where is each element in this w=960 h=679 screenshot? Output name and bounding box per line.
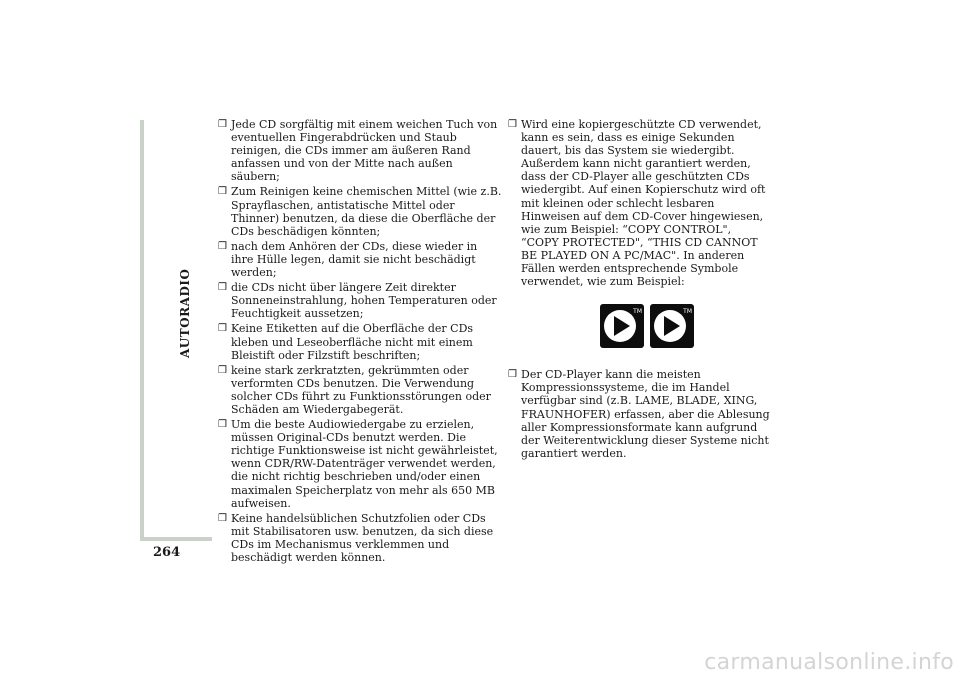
copy-control-symbol-icon [650,304,694,348]
copy-protection-symbols [600,304,770,348]
list-item [218,240,503,279]
left-column [218,118,503,566]
list-item-text: Wird eine kopiergeschützte CD verwendet, kann es sein, dass es einige Sekunden dauert, bis das System sie wiedergibt. Außerdem kann nicht garantiert werden, dass der CD-Player alle geschützten CDs wiedergibt. Auf einen Kopierschutz wird oft mit kleinen oder schlecht lesbaren Hinweisen auf dem CD-Cover hingewiesen, wie zum Beispiel: “COPY CONTROL", “COPY PROTECTED", “THIS CD CANNOT BE PLAYED ON A PC/MAC". In anderen Fällen werden entsprechende Symbole verwendet, wie zum Beispiel: [521,118,766,289]
list-item [218,322,503,361]
list-item [218,185,503,237]
play-triangle-icon [614,316,630,336]
list-item [218,364,503,416]
bullet-icon: ❒ [508,119,517,130]
bullet-icon: ❒ [218,282,227,294]
list-item [218,418,503,510]
list-item-text: die CDs nicht über längere Zeit direkter Sonneneinstrahlung, hohen Temperaturen oder Feuchtigkeit aussetzen; [231,281,497,321]
list-item [218,512,503,564]
bullet-icon: ❒ [218,364,227,376]
list-item-text: Um die beste Audiowiedergabe zu erzielen, müssen Original-CDs benutzt werden. Die richtige Funktionsweise ist nicht gewährleistet, wenn CDR/RW-Datenträger verwendet werden, die nicht richtig beschrieben und/oder einen maximalen Speicherplatz von mehr als 650 MB aufweisen. [231,418,498,510]
bullet-icon: ❒ [218,323,227,335]
list-item-text: Keine Etiketten auf die Oberfläche der CDs kleben und Leseoberfläche nicht mit einem Bleistift oder Filzstift beschriften; [231,322,474,362]
bullet-icon: ❒ [218,419,227,431]
bullet-icon: ❒ [508,369,517,381]
list-item-text: keine stark zerkratzten, gekrümmten oder verformten CDs benutzen. Die Verwendung solcher CDs führt zu Funktionsstörungen oder Schäden am Wiedergabegerät. [231,363,491,416]
list-item-text: Jede CD sorgfältig mit einem weichen Tuch von eventuellen Fingerabdrücken und Staub reinigen, die CDs immer am äußeren Rand anfassen und von der Mitte nach außen säubern; [231,118,498,184]
list-item-text: Keine handelsüblichen Schutzfolien oder CDs mit Stabilisatoren usw. benutzen, da sich diese CDs im Mechanismus verklemmen und beschädigt werden können. [231,511,494,564]
list-item-text: nach dem Anhören der CDs, diese wieder in ihre Hülle legen, damit sie nicht beschädigt werden; [231,239,478,280]
bullet-icon: ❒ [218,119,227,130]
bottom-divider [140,537,212,541]
section-label: AUTORADIO [178,268,192,358]
copy-protection-symbol-icon [600,304,644,348]
bullet-icon: ❒ [218,512,227,524]
play-triangle-icon [664,316,680,336]
right-column [508,118,770,462]
list-item [508,368,770,460]
watermark: carmanualsonline.info [704,650,954,675]
trademark-mark: TM [633,308,642,316]
bullet-icon: ❒ [218,240,227,252]
bullet-icon: ❒ [218,186,227,198]
trademark-mark: TM [683,308,692,316]
list-item [508,118,770,288]
list-item [218,281,503,320]
list-item-text: Zum Reinigen keine chemischen Mittel (wie z.B. Sprayflaschen, antistatische Mittel oder Thinner) benutzen, da diese die Oberfläche der CDs beschädigen könnten; [231,185,502,238]
list-item-text: Der CD-Player kann die meisten Kompressionssysteme, die im Handel verfügbar sind (z.B. LAME, BLADE, XING, FRAUNHOFER) erfassen, aber die Ablesung aller Kompressionsformate kann aufgrund der Weiterentwicklung dieser Systeme nicht garantiert werden. [521,368,770,460]
list-item [218,118,503,183]
page-number: 264 [153,545,181,560]
side-divider [140,120,144,541]
